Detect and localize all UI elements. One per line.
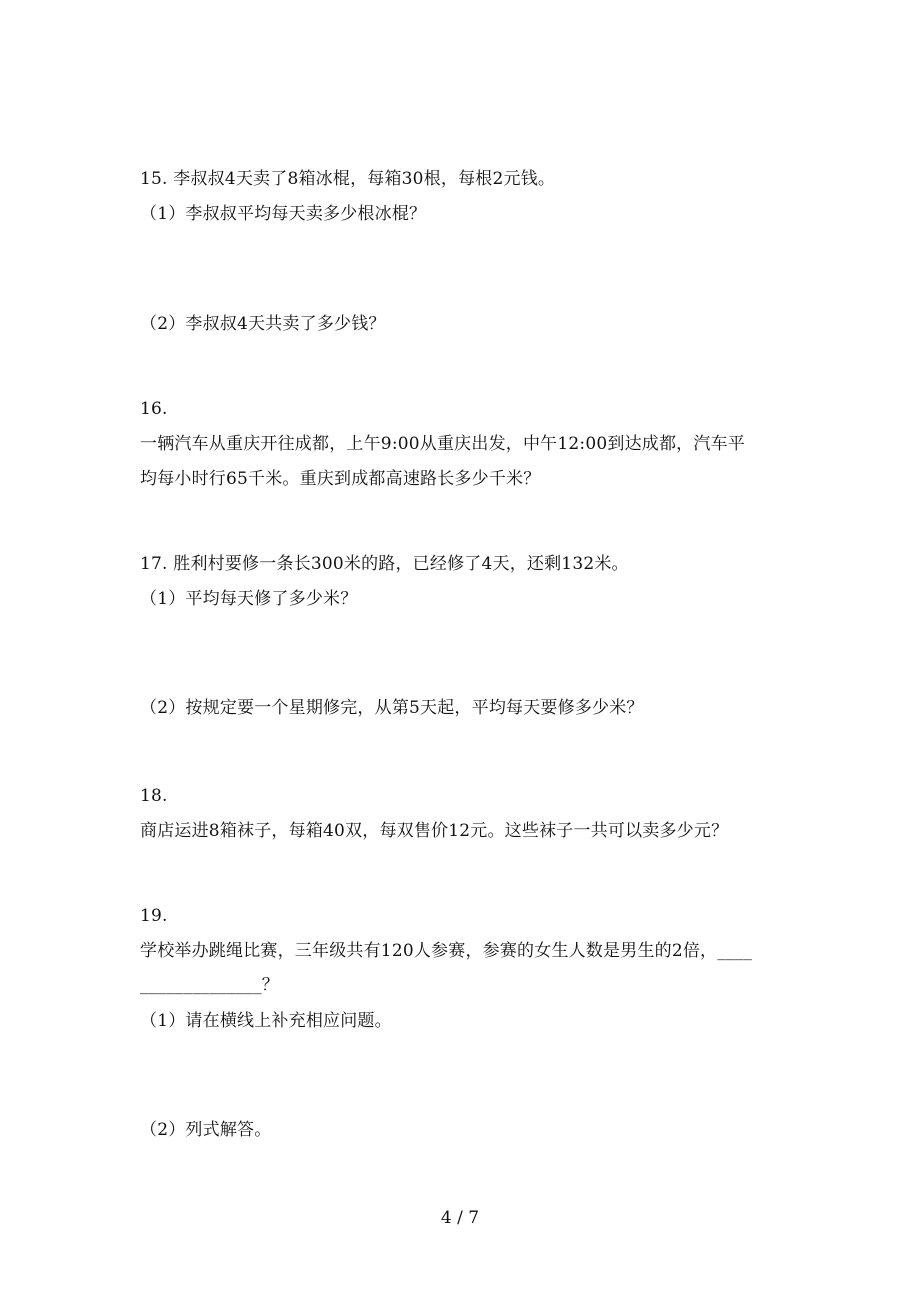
q19-line1: 学校举办跳绳比赛，三年级共有120人参赛，参赛的女生人数是男生的2倍，____ <box>140 941 753 961</box>
q19-sub2: （2）列式解答。 <box>140 1120 272 1140</box>
q16-line2: 均每小时行65千米。重庆到成都高速路长多少千米？ <box>140 469 541 489</box>
q15-stem: 15. 李叔叔4天卖了8箱冰棍，每箱30根，每根2元钱。 <box>140 169 556 189</box>
q15-sub1: （1）李叔叔平均每天卖多少根冰棍？ <box>140 204 427 224</box>
q17-sub1: （1）平均每天修了多少米？ <box>140 589 358 609</box>
q18-line1: 商店运进8箱袜子，每箱40双，每双售价12元。这些袜子一共可以卖多少元？ <box>140 821 729 841</box>
q16-number: 16. <box>140 399 168 419</box>
q19-sub1: （1）请在横线上补充相应问题。 <box>140 1011 392 1031</box>
q19-number: 19. <box>140 906 168 926</box>
q19-line2: ______________？ <box>140 975 279 995</box>
page-indicator: 4 / 7 <box>440 1208 480 1228</box>
q16-line1: 一辆汽车从重庆开往成都，上午9:00从重庆出发，中午12:00到达成都，汽车平 <box>140 434 745 454</box>
q15-sub2: （2）李叔叔4天共卖了多少钱？ <box>140 314 386 334</box>
q18-number: 18. <box>140 786 168 806</box>
q17-sub2: （2）按规定要一个星期修完，从第5天起，平均每天要修多少米？ <box>140 698 644 718</box>
q17-stem: 17. 胜利村要修一条长300米的路，已经修了4天，还剩132米。 <box>140 554 629 574</box>
